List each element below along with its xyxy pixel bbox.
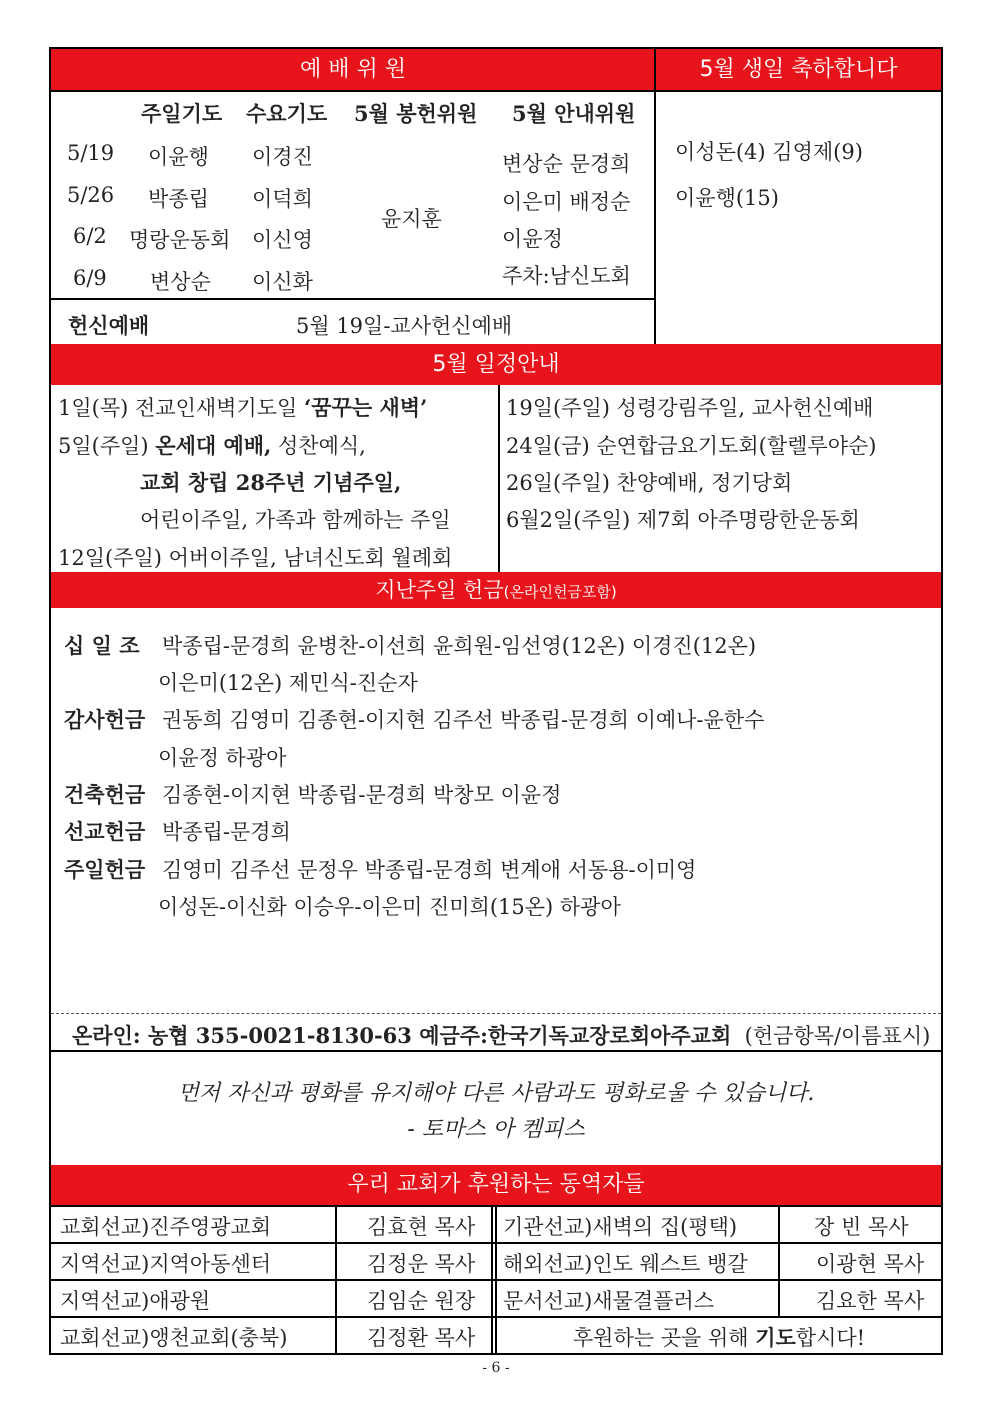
- mission-names: 박종립-문경희: [162, 820, 291, 844]
- support-place: 해외선교)인도 웨스트 뱅갈: [503, 1252, 748, 1276]
- divider: [51, 1013, 941, 1014]
- quote-line: 먼저 자신과 평화를 유지해야 다른 사람과도 평화로울 수 있습니다.: [177, 1081, 815, 1106]
- row-wed-prayer: 이신영: [252, 228, 313, 252]
- row-date: 6/9: [73, 266, 107, 290]
- row-sunday-prayer: 명랑운동회: [129, 228, 231, 252]
- schedule-item: 어린이주일, 가족과 함께하는 주일: [140, 508, 451, 532]
- support-person: 김효현 목사: [367, 1215, 476, 1239]
- dedication-label: 헌신예배: [68, 313, 150, 338]
- dedication-text: 5월 19일-교사헌신예배: [296, 314, 513, 338]
- divider: [498, 385, 500, 572]
- support-person: 김임순 원장: [367, 1289, 476, 1313]
- building-label: 건축헌금: [64, 782, 146, 807]
- tithe-names: 박종립-문경희 윤병찬-이선희 윤희원-임선영(12온) 이경진(12온): [162, 634, 757, 658]
- row-sunday-prayer: 이윤행: [148, 145, 209, 169]
- divider: [49, 298, 655, 300]
- support-place: 지역선교)지역아동센터: [60, 1252, 272, 1276]
- schedule-item: 26일(주일) 찬양예배, 정기당회: [506, 471, 793, 495]
- column-header-guide: 5월 안내위원: [512, 101, 636, 126]
- support-place: 교회선교)진주영광교회: [60, 1215, 272, 1239]
- thanks-names: 이윤정 하광아: [158, 746, 287, 770]
- column-header-offering: 5월 봉헌위원: [354, 101, 478, 126]
- schedule-item: 5일(주일) 온세대 예배, 성찬예식,: [58, 433, 366, 458]
- online-account: 온라인: 농협 355-0021-8130-63 예금주:한국기독교장로회아주교회 (헌금항목/이름표시): [72, 1023, 931, 1048]
- schedule-item: 6월2일(주일) 제7회 아주명랑한운동회: [506, 508, 860, 532]
- birthday-header: 5월 생일 축하합니다: [656, 49, 941, 91]
- thanks-names: 권동희 김영미 김종현-이지현 김주선 박종립-문경희 이예나-윤한수: [162, 708, 765, 732]
- divider: [491, 1205, 493, 1355]
- mission-label: 선교헌금: [64, 819, 146, 844]
- birthday-line: 이윤행(15): [675, 186, 779, 210]
- row-sunday-prayer: 변상순: [150, 270, 211, 294]
- schedule-header: 5월 일정안내: [51, 344, 941, 385]
- row-date: 6/2: [73, 224, 107, 248]
- worship-header: 예 배 위 원: [51, 49, 655, 91]
- column-header-sunday-prayer: 주일기도: [141, 101, 223, 126]
- divider: [49, 1050, 943, 1052]
- guide-member: 이윤정: [502, 227, 563, 251]
- guide-member: 주차:남신도회: [502, 264, 631, 288]
- row-wed-prayer: 이덕희: [252, 187, 313, 211]
- row-date: 5/19: [67, 141, 115, 165]
- sunday-names: 이성돈-이신화 이승우-이은미 진미희(15온) 하광아: [158, 895, 621, 919]
- support-place: 기관선교)새벽의 집(평택): [503, 1215, 738, 1239]
- divider: [778, 1205, 780, 1318]
- prayer-call: 후원하는 곳을 위해 기도합시다!: [572, 1325, 866, 1350]
- support-header: 우리 교회가 후원하는 동역자들: [51, 1165, 941, 1205]
- support-place: 교회선교)앵천교회(충북): [60, 1326, 288, 1350]
- divider: [335, 1205, 337, 1355]
- support-person: 김요한 목사: [816, 1289, 925, 1313]
- page-number: - 6 -: [482, 1360, 510, 1376]
- support-person: 이광현 목사: [816, 1252, 925, 1276]
- tithe-names: 이은미(12온) 제민식-진순자: [158, 671, 418, 695]
- offering-header-title: 지난주일 헌금: [375, 578, 504, 602]
- schedule-item: 19일(주일) 성령강림주일, 교사헌신예배: [506, 396, 874, 420]
- quote-author: - 토마스 아 켐피스: [407, 1117, 585, 1142]
- support-place: 지역선교)애광원: [60, 1289, 211, 1313]
- offering-header: [51, 572, 941, 608]
- divider: [49, 90, 943, 92]
- support-person: 장 빈 목사: [814, 1215, 909, 1239]
- support-person: 김정운 목사: [367, 1252, 476, 1276]
- row-wed-prayer: 이신화: [252, 270, 313, 294]
- guide-member: 변상순 문경희: [502, 152, 631, 176]
- guide-member: 이은미 배정순: [502, 190, 631, 214]
- schedule-item: 교회 창립 28주년 기념주일,: [140, 470, 402, 495]
- schedule-item: 12일(주일) 어버이주일, 남녀신도회 월례회: [58, 546, 453, 570]
- schedule-item: 1일(목) 전교인새벽기도일 ‘꿈꾸는 새벽’: [58, 395, 428, 420]
- offering-header-sub: (온라인헌금포함): [503, 583, 617, 601]
- sunday-names: 김영미 김주선 문정우 박종립-문경희 변계애 서동용-이미영: [162, 858, 697, 882]
- schedule-item: 24일(금) 순연합금요기도회(할렐루야순): [506, 434, 877, 458]
- support-place: 문서선교)새물결플러스: [503, 1289, 715, 1313]
- column-header-wed-prayer: 수요기도: [246, 101, 328, 126]
- row-date: 5/26: [67, 183, 115, 207]
- tithe-label: 십 일 조: [64, 633, 140, 658]
- offering-member: 윤지훈: [381, 207, 442, 231]
- sunday-label: 주일헌금: [64, 857, 146, 882]
- thanks-label: 감사헌금: [64, 707, 146, 732]
- row-sunday-prayer: 박종립: [148, 187, 209, 211]
- support-person: 김정환 목사: [367, 1326, 476, 1350]
- birthday-line: 이성돈(4) 김영제(9): [675, 140, 863, 164]
- row-wed-prayer: 이경진: [252, 145, 313, 169]
- building-names: 김종현-이지현 박종립-문경희 박창모 이윤정: [162, 783, 562, 807]
